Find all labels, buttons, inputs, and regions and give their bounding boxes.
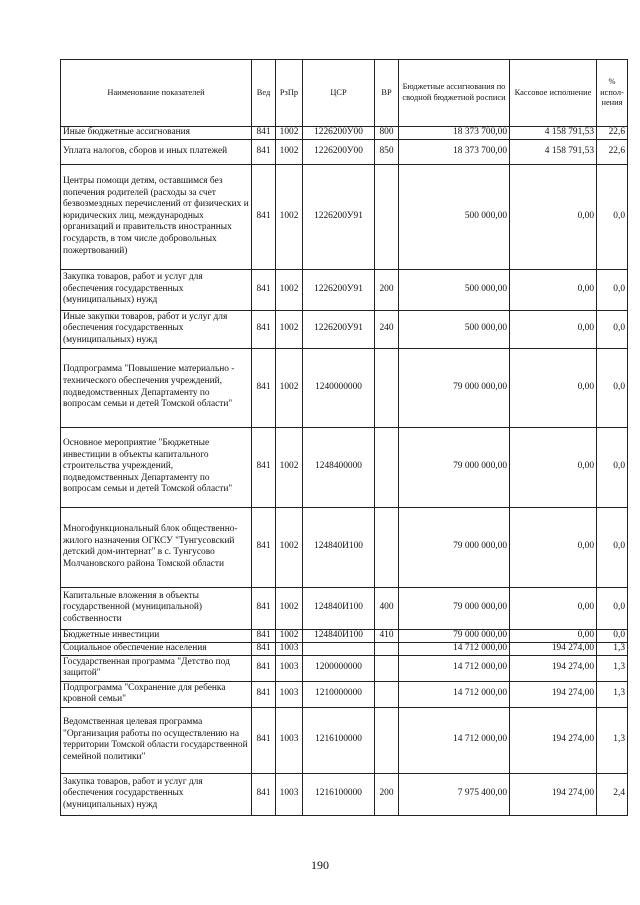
table-row xyxy=(61,310,628,348)
row-cash: 0,00 xyxy=(510,587,597,629)
row-rzpr: 1002 xyxy=(276,310,303,348)
row-budget: 14 712 000,00 xyxy=(399,655,510,681)
budget-execution-table xyxy=(60,59,628,816)
row-vr xyxy=(375,164,399,269)
table-row xyxy=(61,587,628,629)
row-name: Центры помощи детям, оставшимся без попечения родителей (расходы за счет безвозмездных перечислений от физических и юридических лиц, международных организаций и правительств иностранных государств, в том числе добровольных пожертвований) xyxy=(61,164,252,269)
row-ved: 841 xyxy=(252,681,276,707)
page-number: 190 xyxy=(311,858,329,872)
row-budget: 500 000,00 xyxy=(399,269,510,310)
row-percent: 1,3 xyxy=(597,681,628,707)
row-rzpr: 1002 xyxy=(276,139,303,164)
row-cash: 194 274,00 xyxy=(510,681,597,707)
row-rzpr: 1002 xyxy=(276,127,303,140)
row-ved: 841 xyxy=(252,139,276,164)
row-csr: 1226200У91 xyxy=(303,310,375,348)
row-csr: 1226200У00 xyxy=(303,139,375,164)
row-rzpr: 1002 xyxy=(276,507,303,587)
row-ved: 841 xyxy=(252,127,276,140)
row-csr: 1210000000 xyxy=(303,681,375,707)
table-row xyxy=(61,139,628,164)
row-name: Государственная программа "Детство под защитой" xyxy=(61,655,252,681)
row-ved: 841 xyxy=(252,348,276,427)
row-vr xyxy=(375,681,399,707)
row-name: Закупка товаров, работ и услуг для обеспечения государственных (муниципальных) нужд xyxy=(61,269,252,310)
row-name: Иные бюджетные ассигнования xyxy=(61,127,252,140)
header-vr: ВР xyxy=(375,60,399,127)
row-percent: 22,6 xyxy=(597,127,628,140)
row-cash: 0,00 xyxy=(510,269,597,310)
row-ved: 841 xyxy=(252,587,276,629)
header-rzpr: РзПр xyxy=(276,60,303,127)
row-cash: 194 274,00 xyxy=(510,707,597,773)
row-cash: 194 274,00 xyxy=(510,773,597,815)
row-csr: 1200000000 xyxy=(303,655,375,681)
row-name: Капитальные вложения в объекты государственной (муниципальной) собственности xyxy=(61,587,252,629)
header-name: Наименование показателей xyxy=(61,60,252,127)
row-ved: 841 xyxy=(252,707,276,773)
row-vr xyxy=(375,707,399,773)
row-rzpr: 1002 xyxy=(276,427,303,507)
row-percent: 1,3 xyxy=(597,642,628,655)
row-percent: 0,0 xyxy=(597,164,628,269)
row-ved: 841 xyxy=(252,773,276,815)
row-budget: 18 373 700,00 xyxy=(399,127,510,140)
row-csr: 1240000000 xyxy=(303,348,375,427)
row-rzpr: 1002 xyxy=(276,164,303,269)
row-csr: 124840И100 xyxy=(303,587,375,629)
row-csr: 1226200У00 xyxy=(303,127,375,140)
row-vr xyxy=(375,348,399,427)
row-vr: 200 xyxy=(375,269,399,310)
table-row xyxy=(61,681,628,707)
row-ved: 841 xyxy=(252,642,276,655)
table-row xyxy=(61,629,628,642)
row-ved: 841 xyxy=(252,164,276,269)
table-row xyxy=(61,269,628,310)
row-name: Ведомственная целевая программа "Организация работы по осуществлению на территории Томской области государственной семейной политики" xyxy=(61,707,252,773)
row-name: Основное мероприятие "Бюджетные инвестиции в объекты капитального строительства учреждений, подведомственных Департаменту по вопросам семьи и детей Томской области" xyxy=(61,427,252,507)
row-csr: 1216100000 xyxy=(303,707,375,773)
row-rzpr: 1003 xyxy=(276,773,303,815)
row-budget: 14 712 000,00 xyxy=(399,681,510,707)
row-rzpr: 1002 xyxy=(276,587,303,629)
row-ved: 841 xyxy=(252,629,276,642)
header-budget: Бюджетные ассигнования по сводной бюджетной росписи xyxy=(399,60,510,127)
row-percent: 0,0 xyxy=(597,629,628,642)
header-cash: Кассовое исполнение xyxy=(510,60,597,127)
row-percent: 2,4 xyxy=(597,773,628,815)
row-vr: 850 xyxy=(375,139,399,164)
row-ved: 841 xyxy=(252,507,276,587)
row-cash: 0,00 xyxy=(510,507,597,587)
row-name: Уплата налогов, сборов и иных платежей xyxy=(61,139,252,164)
row-csr: 1226200У91 xyxy=(303,269,375,310)
row-vr xyxy=(375,507,399,587)
row-budget: 79 000 000,00 xyxy=(399,427,510,507)
row-budget: 79 000 000,00 xyxy=(399,629,510,642)
row-percent: 0,0 xyxy=(597,507,628,587)
row-name: Закупка товаров, работ и услуг для обеспечения государственных (муниципальных) нужд xyxy=(61,773,252,815)
table-row xyxy=(61,655,628,681)
row-cash: 194 274,00 xyxy=(510,655,597,681)
row-rzpr: 1002 xyxy=(276,269,303,310)
row-percent: 0,0 xyxy=(597,269,628,310)
row-ved: 841 xyxy=(252,655,276,681)
row-budget: 79 000 000,00 xyxy=(399,507,510,587)
row-name: Подпрограмма "Повышение материально - технического обеспечения учреждений, подведомственных Департаменту по вопросам семьи и детей Томской области" xyxy=(61,348,252,427)
row-vr: 400 xyxy=(375,587,399,629)
row-name: Многофункциональный блок общественно-жилого назначения ОГКСУ "Тунгусовский детский дом-интернат" в с. Тунгусово Молчановского района Томской области xyxy=(61,507,252,587)
table-row xyxy=(61,707,628,773)
row-rzpr: 1003 xyxy=(276,655,303,681)
row-vr: 800 xyxy=(375,127,399,140)
row-vr: 240 xyxy=(375,310,399,348)
row-vr: 200 xyxy=(375,773,399,815)
row-name: Подпрограмма "Сохранение для ребенка кровной семьи" xyxy=(61,681,252,707)
row-budget: 79 000 000,00 xyxy=(399,348,510,427)
row-vr xyxy=(375,655,399,681)
table-row xyxy=(61,642,628,655)
row-percent: 1,3 xyxy=(597,655,628,681)
row-csr: 1216100000 xyxy=(303,773,375,815)
table-row xyxy=(61,427,628,507)
table-row xyxy=(61,127,628,140)
row-cash: 194 274,00 xyxy=(510,642,597,655)
row-csr: 1226200У91 xyxy=(303,164,375,269)
row-budget: 79 000 000,00 xyxy=(399,587,510,629)
row-cash: 0,00 xyxy=(510,629,597,642)
row-vr xyxy=(375,427,399,507)
table-row xyxy=(61,773,628,815)
row-name: Иные закупки товаров, работ и услуг для обеспечения государственных (муниципальных) нужд xyxy=(61,310,252,348)
row-cash: 0,00 xyxy=(510,427,597,507)
row-rzpr: 1002 xyxy=(276,629,303,642)
row-csr: 1248400000 xyxy=(303,427,375,507)
row-ved: 841 xyxy=(252,310,276,348)
table-row xyxy=(61,507,628,587)
row-ved: 841 xyxy=(252,427,276,507)
row-name: Бюджетные инвестиции xyxy=(61,629,252,642)
row-vr: 410 xyxy=(375,629,399,642)
row-csr xyxy=(303,642,375,655)
row-csr: 124840И100 xyxy=(303,507,375,587)
row-cash: 0,00 xyxy=(510,348,597,427)
row-budget: 14 712 000,00 xyxy=(399,642,510,655)
row-budget: 18 373 700,00 xyxy=(399,139,510,164)
row-percent: 0,0 xyxy=(597,348,628,427)
row-vr xyxy=(375,642,399,655)
row-percent: 0,0 xyxy=(597,310,628,348)
row-budget: 7 975 400,00 xyxy=(399,773,510,815)
table-row xyxy=(61,348,628,427)
table-row xyxy=(61,164,628,269)
row-rzpr: 1003 xyxy=(276,642,303,655)
row-ved: 841 xyxy=(252,269,276,310)
row-cash: 4 158 791,53 xyxy=(510,139,597,164)
row-cash: 0,00 xyxy=(510,164,597,269)
row-rzpr: 1002 xyxy=(276,348,303,427)
row-budget: 500 000,00 xyxy=(399,164,510,269)
row-percent: 1,3 xyxy=(597,707,628,773)
row-csr: 124840И100 xyxy=(303,629,375,642)
header-percent: % испол-нения xyxy=(597,60,628,127)
row-rzpr: 1003 xyxy=(276,707,303,773)
row-percent: 0,0 xyxy=(597,587,628,629)
row-percent: 22,6 xyxy=(597,139,628,164)
row-cash: 0,00 xyxy=(510,310,597,348)
table-header-row xyxy=(61,60,628,127)
row-percent: 0,0 xyxy=(597,427,628,507)
row-budget: 500 000,00 xyxy=(399,310,510,348)
row-rzpr: 1003 xyxy=(276,681,303,707)
row-name: Социальное обеспечение населения xyxy=(61,642,252,655)
header-csr: ЦСР xyxy=(303,60,375,127)
row-cash: 4 158 791,53 xyxy=(510,127,597,140)
row-budget: 14 712 000,00 xyxy=(399,707,510,773)
header-ved: Вед xyxy=(252,60,276,127)
